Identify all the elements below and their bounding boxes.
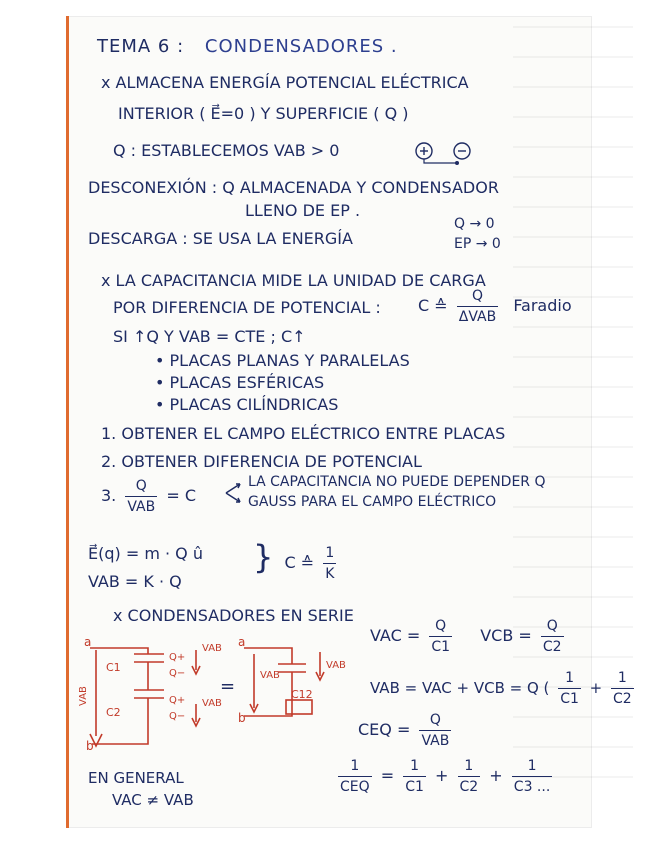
step-3-frac-bar xyxy=(125,496,157,497)
text-line: POR DIFERENCIA DE POTENCIAL : xyxy=(113,298,381,317)
series-eq-5-t3-den: C3 ... xyxy=(513,779,551,795)
right-vab: VAB xyxy=(260,670,280,681)
series-eq-5-lhs-frac xyxy=(338,758,372,795)
step-2: 2. OBTENER DIFERENCIA DE POTENCIAL xyxy=(101,452,422,471)
left-c1-label: C1 xyxy=(106,661,121,674)
series-eq-2-bar xyxy=(541,636,564,637)
series-eq-5-t2-num: 1 xyxy=(464,758,474,774)
series-eq-5-t3-bar xyxy=(512,776,552,777)
step-3-frac-den: VAB xyxy=(127,499,156,515)
series-eq-5-t3-num: 1 xyxy=(527,758,537,774)
series-eq-5-t1-bar xyxy=(403,776,426,777)
series-eq-5-lhs-num: 1 xyxy=(350,758,360,774)
general-note-title: EN GENERAL xyxy=(88,769,184,787)
series-eq-4-bar xyxy=(419,730,451,731)
step-3-frac-num: Q xyxy=(135,478,147,494)
series-eq-3-frac2-bar xyxy=(611,688,634,689)
left-q2p: Q+ xyxy=(169,695,186,706)
text-line: DESCONEXIÓN : Q ALMACENADA Y CONDENSADOR xyxy=(88,178,499,197)
series-eq-2-lhs: VCB = xyxy=(480,626,532,645)
left-q2m: Q− xyxy=(169,711,186,722)
field-eq-1: E⃗(q) = m · Q û xyxy=(88,544,203,563)
series-eq-5-t3-frac xyxy=(512,758,552,795)
series-eq-5-t2-frac xyxy=(458,758,481,795)
left-node-a: a xyxy=(84,635,92,649)
series-eq-1-den: C1 xyxy=(431,639,451,655)
series-eq-3-plus: + xyxy=(589,679,603,697)
right-vab2: VAB xyxy=(326,660,346,671)
cap-lhs: C ≙ xyxy=(418,296,448,315)
left-vab1: VAB xyxy=(202,643,222,654)
series-eq-2-den: C2 xyxy=(542,639,562,655)
text-line: INTERIOR ( E⃗=0 ) Y SUPERFICIE ( Q ) xyxy=(118,104,409,123)
series-eq-4 xyxy=(358,712,455,749)
right-wiring xyxy=(244,648,324,716)
series-eq-5-t2-bar xyxy=(458,776,481,777)
plate-flat: • PLACAS PLANAS Y PARALELAS xyxy=(155,351,410,370)
series-eq-3 xyxy=(370,670,638,707)
plate-types xyxy=(155,350,410,416)
series-eq-3-frac2 xyxy=(611,670,634,707)
cap-frac-den: ΔVAB xyxy=(458,309,497,325)
series-eq-5 xyxy=(334,758,556,795)
plate-spherical: • PLACAS ESFÉRICAS xyxy=(155,373,325,392)
series-eq-5-eq: = xyxy=(380,766,395,785)
field-eq-3-frac-num: 1 xyxy=(325,545,335,561)
series-eq-3-lhs: VAB = VAC + VCB = Q ( xyxy=(370,679,550,697)
field-equation-3 xyxy=(253,538,340,582)
text-line: x CONDENSADORES EN SERIE xyxy=(113,606,354,625)
bullet-disconnection-cont xyxy=(245,201,360,220)
bullet-establish xyxy=(113,141,339,160)
series-eq-1 xyxy=(370,618,568,655)
polarity-diagram xyxy=(412,141,482,171)
field-eq-3-brace: } xyxy=(253,538,274,576)
cap-frac-num: Q xyxy=(471,288,483,304)
step-3-notes xyxy=(248,472,546,512)
text-line: x LA CAPACITANCIA MIDE LA UNIDAD DE CARGA xyxy=(101,271,486,290)
step-3-note-2: GAUSS PARA EL CAMPO ELÉCTRICO xyxy=(248,494,497,510)
topic-label xyxy=(97,36,398,57)
series-eq-1-num: Q xyxy=(435,618,447,634)
text-line: LLENO DE EP . xyxy=(245,201,361,220)
field-eq-3-lhs: C ≙ xyxy=(284,553,315,572)
left-q1m: Q− xyxy=(169,668,186,679)
right-ceq: C12 xyxy=(291,688,313,701)
series-eq-3-frac1-bar xyxy=(558,688,581,689)
series-eq-3-frac2-den: C2 xyxy=(613,691,632,707)
left-vab2: VAB xyxy=(202,698,222,709)
text-line: DESCARGA : SE USA LA ENERGÍA xyxy=(88,229,353,248)
series-capacitor-diagram xyxy=(78,636,368,754)
series-eq-3-frac1 xyxy=(558,670,581,707)
bullet-if-q-increases xyxy=(113,327,306,346)
left-c2-label: C2 xyxy=(106,706,121,719)
diagram-equals: = xyxy=(220,676,236,697)
discharge-result-1: Q → 0 xyxy=(454,216,495,232)
cap-frac xyxy=(457,288,498,325)
left-vab-label: VAB xyxy=(78,686,89,706)
series-eq-5-lhs-den: CEQ xyxy=(340,779,370,795)
series-eq-5-plus-2: + xyxy=(489,766,503,785)
field-eq-2: VAB = K · Q xyxy=(88,572,182,591)
series-eq-3-frac2-num: 1 xyxy=(617,670,627,686)
series-eq-5-t1-den: C1 xyxy=(405,779,424,795)
field-eq-3-frac-bar xyxy=(323,563,336,564)
capacitance-formula xyxy=(418,288,572,325)
series-eq-3-frac1-den: C1 xyxy=(560,691,579,707)
general-note-body: VAC ≠ VAB xyxy=(112,791,194,809)
right-node-a: a xyxy=(238,635,246,649)
bullet-discharge xyxy=(88,229,353,248)
text-line: SI ↑Q Y VAB = CTE ; C↑ xyxy=(113,327,306,346)
brace-arrows xyxy=(220,478,250,508)
bullet-storage xyxy=(101,73,469,92)
field-equations xyxy=(88,540,203,596)
step-3-frac xyxy=(125,478,157,515)
series-eq-4-lhs: CEQ = xyxy=(358,720,411,739)
steps xyxy=(101,420,505,476)
step-3-note-1: LA CAPACITANCIA NO PUEDE DEPENDER Q xyxy=(248,474,546,490)
discharge-results xyxy=(454,214,501,254)
series-title xyxy=(113,606,354,625)
right-node-b: b xyxy=(238,711,246,725)
step-3 xyxy=(101,478,196,515)
discharge-result-2: EP → 0 xyxy=(454,236,501,252)
series-eq-5-lhs-bar xyxy=(338,776,372,777)
field-eq-3-frac-den: K xyxy=(325,566,335,582)
text-line: x ALMACENA ENERGÍA POTENCIAL ELÉCTRICA xyxy=(101,73,469,92)
margin-line xyxy=(66,16,69,828)
text-line: Q : ESTABLECEMOS VAB > 0 xyxy=(113,141,340,160)
cap-frac-bar xyxy=(457,306,498,307)
bullet-capacitance-cont xyxy=(113,298,381,317)
bullet-interior xyxy=(118,104,409,123)
left-node-b: b xyxy=(86,739,94,753)
general-note xyxy=(88,767,194,811)
series-eq-5-t1-num: 1 xyxy=(410,758,420,774)
step-3-label: 3. xyxy=(101,486,117,505)
series-eq-4-num: Q xyxy=(429,712,441,728)
series-eq-1-bar xyxy=(429,636,452,637)
left-q1p: Q+ xyxy=(169,652,186,663)
topic-title-left: TEMA 6 : xyxy=(97,36,185,57)
cap-unit: Faradio xyxy=(513,296,572,315)
plate-cylindrical: • PLACAS CILÍNDRICAS xyxy=(155,395,339,414)
series-eq-4-frac xyxy=(419,712,451,749)
series-eq-5-t1-frac xyxy=(403,758,426,795)
series-eq-2-frac xyxy=(541,618,564,655)
field-eq-3-frac xyxy=(323,545,336,582)
bullet-disconnection xyxy=(88,178,499,197)
series-eq-2-num: Q xyxy=(546,618,558,634)
step-3-rhs: = C xyxy=(166,486,196,505)
series-eq-4-den: VAB xyxy=(421,733,450,749)
series-eq-1-frac xyxy=(429,618,452,655)
series-eq-5-plus-1: + xyxy=(435,766,449,785)
series-eq-1-lhs: VAC = xyxy=(370,626,421,645)
topic-title-right: CONDENSADORES . xyxy=(204,36,398,57)
series-eq-3-frac1-num: 1 xyxy=(565,670,574,686)
step-1: 1. OBTENER EL CAMPO ELÉCTRICO ENTRE PLACAS xyxy=(101,424,506,443)
series-eq-5-t2-den: C2 xyxy=(459,779,479,795)
